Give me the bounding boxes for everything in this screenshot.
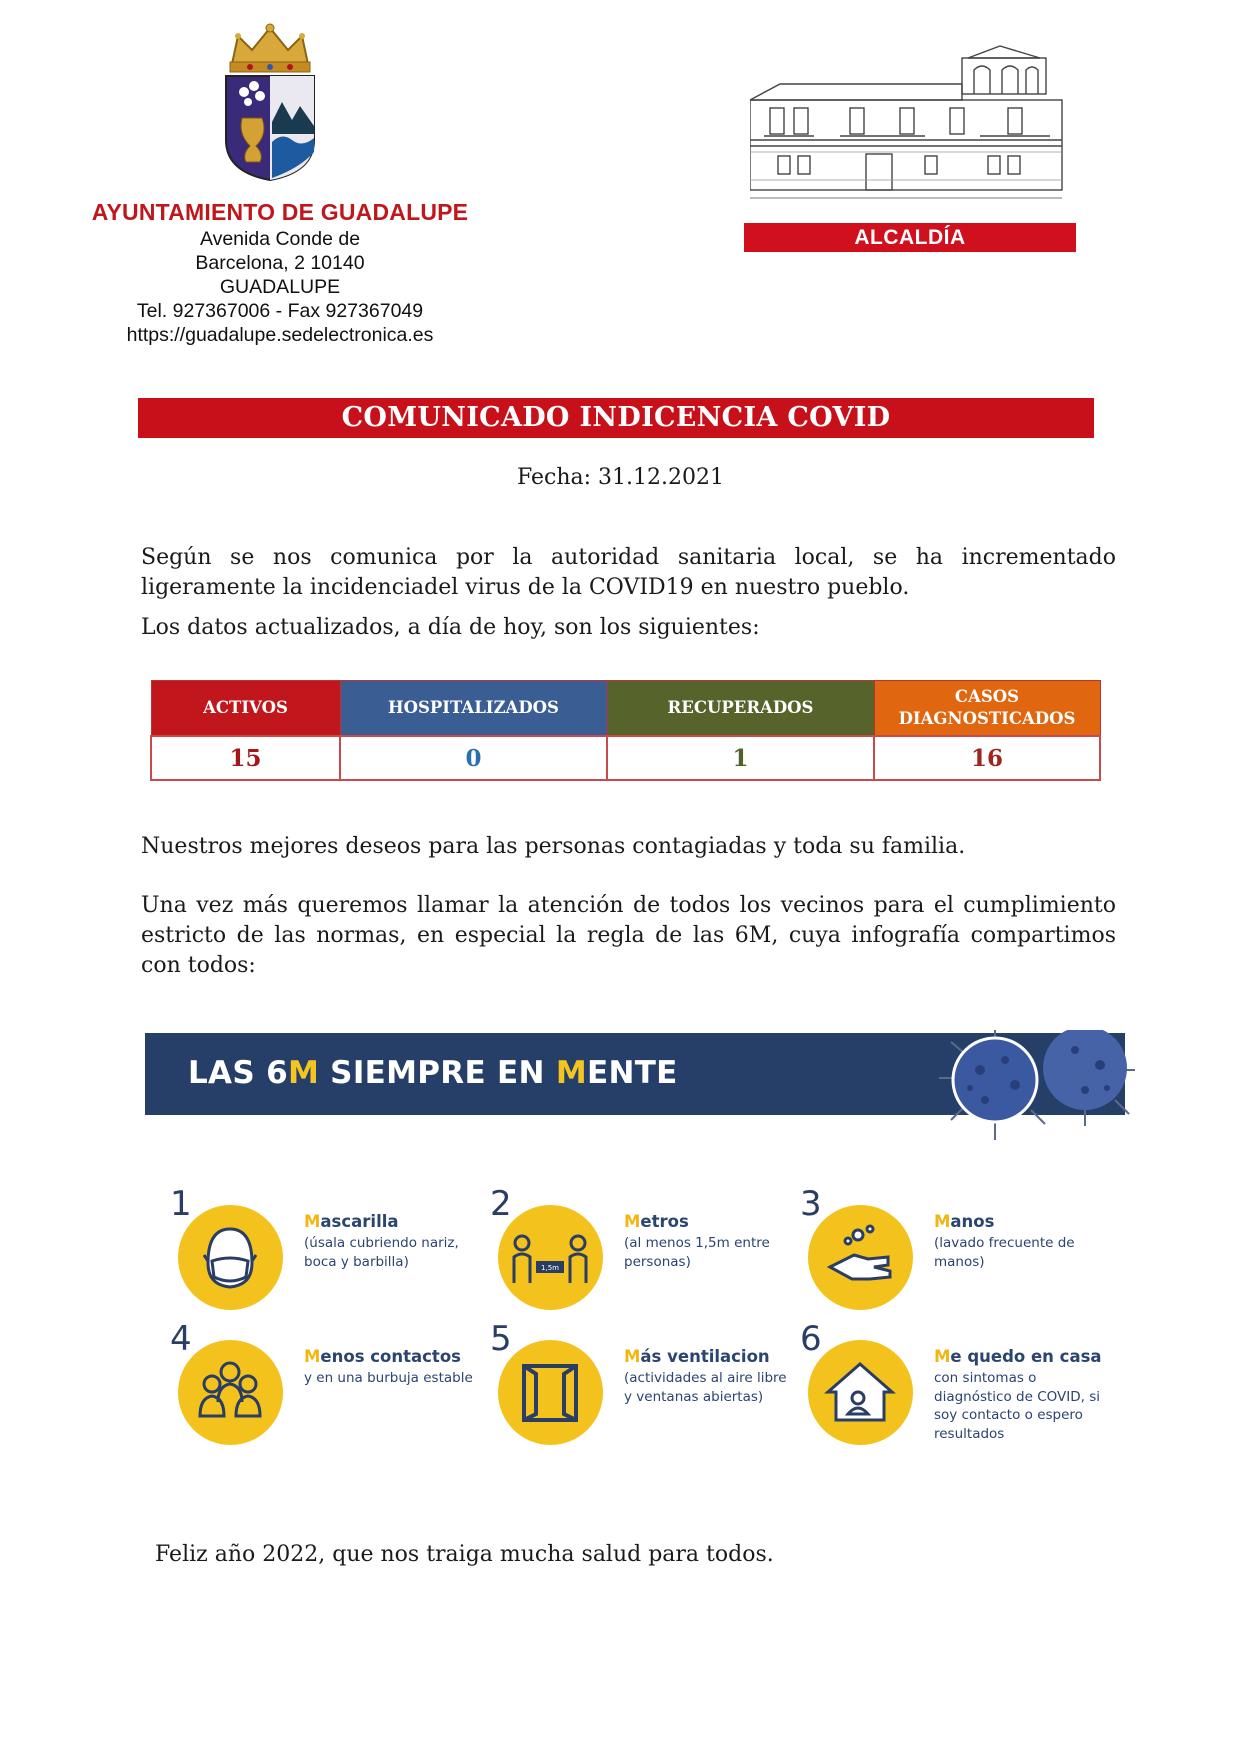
virus-icon bbox=[935, 1030, 1135, 1145]
rule-description: y en una burbuja estable bbox=[304, 1370, 473, 1386]
handwash-icon bbox=[808, 1205, 913, 1310]
covid-stats-table bbox=[150, 680, 1101, 781]
address-city: GUADALUPE bbox=[219, 276, 341, 298]
department-label: ALCALDÍA bbox=[744, 223, 1076, 252]
distance-badge: 1,5m bbox=[541, 1264, 559, 1272]
value-hospitalizados: 0 bbox=[340, 736, 607, 780]
rule-item bbox=[800, 1319, 1110, 1450]
header-recuperados: RECUPERADOS bbox=[607, 681, 874, 737]
rule-title: Metros bbox=[624, 1212, 689, 1231]
rule-title: Menos contactos bbox=[304, 1347, 461, 1366]
value-activos: 15 bbox=[151, 736, 340, 780]
infographic-title: LAS 6M SIEMPRE EN MENTE bbox=[188, 1055, 678, 1091]
value-recuperados: 1 bbox=[607, 736, 874, 780]
rule-title: Me quedo en casa bbox=[934, 1347, 1102, 1366]
town-hall-building-icon bbox=[750, 40, 1080, 205]
rule-number: 3 bbox=[800, 1184, 822, 1224]
stats-value-row bbox=[151, 736, 1100, 780]
rule-title: Más ventilacion bbox=[624, 1347, 770, 1366]
rule-item bbox=[800, 1184, 1110, 1315]
rule-description: (al menos 1,5m entre personas) bbox=[624, 1235, 770, 1270]
rule-number: 6 bbox=[800, 1319, 822, 1359]
header-hospitalizados: HOSPITALIZADOS bbox=[340, 681, 607, 737]
intro-paragraph: Según se nos comunica por la autoridad sanitaria local, se ha incrementado ligeramente la incidenciadel virus de la COVID19 en nuestro pueblo. bbox=[141, 545, 1116, 600]
wishes-paragraph: Nuestros mejores deseos para las personas contagiadas y toda su familia. bbox=[141, 834, 966, 859]
group-icon bbox=[178, 1340, 283, 1445]
rule-item bbox=[170, 1184, 480, 1315]
rule-number: 4 bbox=[170, 1319, 192, 1359]
rule-item bbox=[490, 1184, 800, 1315]
phone-fax: Tel. 927367006 - Fax 927367049 bbox=[136, 300, 424, 322]
address-line: Avenida Conde de bbox=[199, 228, 361, 250]
mask-icon bbox=[178, 1205, 283, 1310]
rule-number: 1 bbox=[170, 1184, 192, 1224]
value-casos-diagnosticados: 16 bbox=[874, 736, 1100, 780]
coat-of-arms-logo bbox=[220, 22, 320, 182]
rule-description: (actividades al aire libre y ventanas abiertas) bbox=[624, 1370, 787, 1405]
window-icon bbox=[498, 1340, 603, 1445]
address-line: Barcelona, 2 10140 bbox=[195, 252, 365, 274]
closing-paragraph: Feliz año 2022, que nos traiga mucha salud para todos. bbox=[155, 1542, 774, 1567]
notice-date: Fecha: 31.12.2021 bbox=[516, 465, 725, 490]
rule-description: (úsala cubriendo nariz, boca y barbilla) bbox=[304, 1235, 459, 1270]
home-icon bbox=[808, 1340, 913, 1445]
header-casos-diagnosticados: CASOS DIAGNOSTICADOS bbox=[874, 681, 1100, 737]
organization-name: AYUNTAMIENTO DE GUADALUPE bbox=[91, 199, 469, 225]
notice-title: COMUNICADO INDICENCIA COVID bbox=[138, 398, 1094, 438]
distance-icon bbox=[498, 1205, 603, 1310]
rule-item bbox=[490, 1319, 800, 1450]
stats-header-row bbox=[151, 681, 1100, 737]
rule-item bbox=[170, 1319, 480, 1450]
rule-description: (lavado frecuente de manos) bbox=[934, 1235, 1075, 1270]
header-activos: ACTIVOS bbox=[151, 681, 340, 737]
rule-number: 2 bbox=[490, 1184, 512, 1224]
rule-description: con sintomas o diagnóstico de COVID, si soy contacto o espero resultados bbox=[934, 1370, 1100, 1442]
rule-number: 5 bbox=[490, 1319, 512, 1359]
call-paragraph: Una vez más queremos llamar la atención de todos los vecinos para el cumplimiento estricto de las normas, en especial la regla de las 6M, cuya infografía compartimos con todos: bbox=[141, 893, 1116, 978]
website-link[interactable]: https://guadalupe.sedelectronica.es bbox=[126, 324, 434, 346]
data-intro-paragraph: Los datos actualizados, a día de hoy, son los siguientes: bbox=[141, 615, 760, 640]
rule-title: Mascarilla bbox=[304, 1212, 399, 1231]
rule-title: Manos bbox=[934, 1212, 995, 1231]
